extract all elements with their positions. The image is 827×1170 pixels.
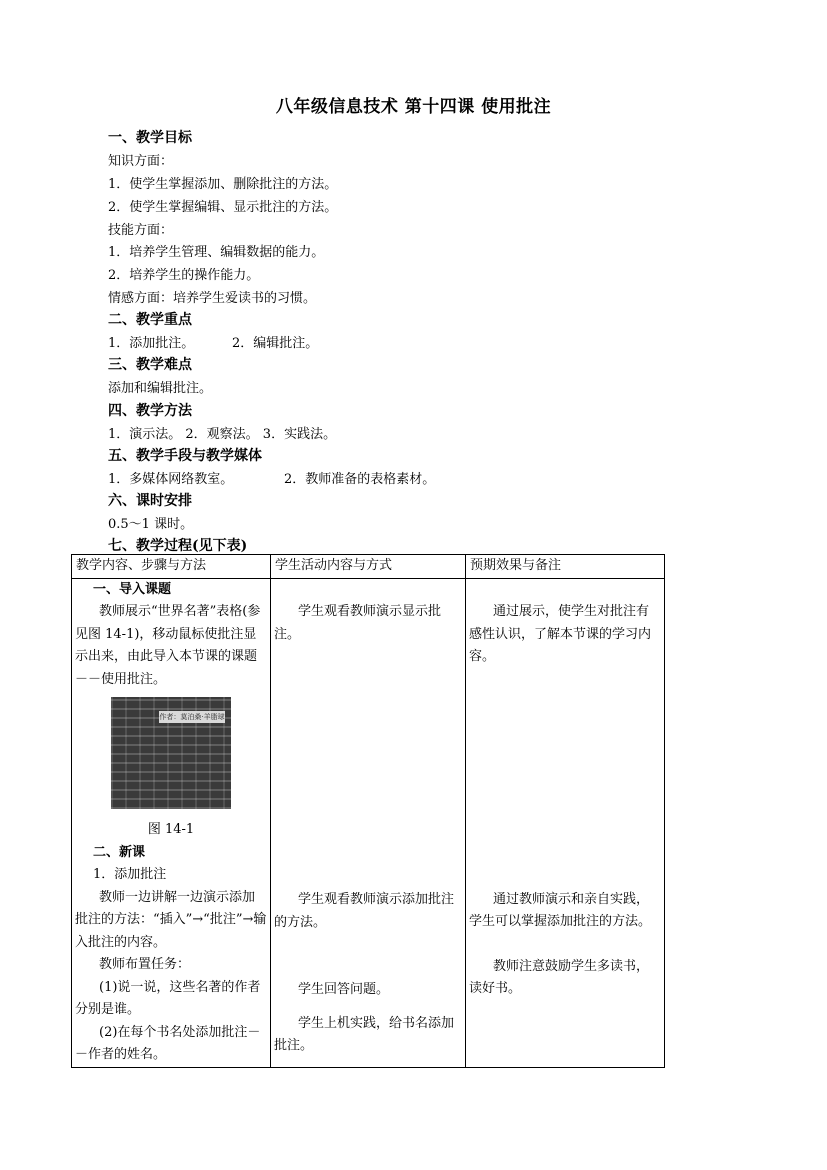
media-item: 2．教师准备的表格素材。 [284,472,436,487]
expected-effect: 通过教师演示和亲自实践，学生可以掌握添加批注的方法。 [469,891,652,929]
skill-item: 2．培养学生的操作能力。 [108,268,260,283]
task-label: 教师布置任务： [99,957,191,972]
key-item: 1．添加批注。 [108,336,195,351]
time-text: 0.5～1 课时。 [108,517,194,532]
task-item: (2)在每个书名处添加批注－－作者的姓名。 [75,1024,261,1062]
section-heading-method: 四、教学方法 [108,403,192,419]
task-item: (1)说一说，这些名著的作者分别是谁。 [75,979,261,1017]
teacher-activity: 教师展示“世界名著”表格(参见图 14-1)，移动鼠标使批注显示出来，由此导入本节课的课题－－使用批注。 [75,604,261,687]
section-heading-key: 二、教学重点 [108,312,192,328]
column-header: 学生活动内容与方式 [271,555,466,579]
skill-item: 1．培养学生管理、编辑数据的能力。 [108,245,325,260]
part-heading: 二、新课 [93,844,146,860]
table-header-row [72,555,665,579]
knowledge-item: 2．使学生掌握编辑、显示批注的方法。 [108,200,338,215]
subsection-title: 1．添加批注 [93,867,167,882]
section-heading-goals: 一、教学目标 [108,130,192,146]
table-row [72,578,665,1067]
section-heading-difficulty: 三、教学难点 [108,357,192,373]
emotion-goal: 情感方面：培养学生爱读书的习惯。 [108,291,317,306]
figure-comment-tag: 作者：莫泊桑·羊脂球 [159,713,225,721]
method-text: 1．演示法。 2．观察法。 3．实践法。 [108,427,337,442]
process-table [71,554,665,1068]
media-item: 1．多媒体网络教室。 [108,472,234,487]
section-heading-time: 六、课时安排 [108,493,192,509]
expected-effect: 教师注意鼓励学生多读书，读好书。 [469,958,650,996]
student-activity-cell [271,578,466,1067]
expected-effect-cell [466,578,665,1067]
expected-effect: 通过展示，使学生对批注有感性认识，了解本节课的学习内容。 [469,604,652,664]
teacher-activity: 教师一边讲解一边演示添加批注的方法：“插入”→“批注”→输入批注的内容。 [75,889,267,950]
figure-image [111,697,231,809]
figure-caption: 图 14-1 [147,822,195,837]
student-activity: 学生回答问题。 [298,982,390,997]
column-header: 预期效果与备注 [466,555,665,579]
knowledge-item: 1．使学生掌握添加、删除批注的方法。 [108,177,338,192]
knowledge-label: 知识方面： [108,154,174,169]
section-heading-process: 七、教学过程(见下表) [108,538,248,554]
student-activity: 学生观看教师演示显示批注。 [274,604,442,642]
section-heading-media: 五、教学手段与教学媒体 [108,448,262,464]
key-item: 2．编辑批注。 [232,336,319,351]
skill-label: 技能方面： [108,223,174,238]
teaching-content-cell [72,578,271,1067]
part-heading: 一、导入课题 [93,581,172,597]
page-title: 八年级信息技术 第十四课 使用批注 [275,97,552,117]
difficulty-text: 添加和编辑批注。 [108,381,213,396]
student-activity: 学生观看教师演示添加批注的方法。 [274,892,455,930]
column-header: 教学内容、步骤与方法 [72,555,271,579]
student-activity: 学生上机实践，给书名添加批注。 [274,1015,455,1053]
